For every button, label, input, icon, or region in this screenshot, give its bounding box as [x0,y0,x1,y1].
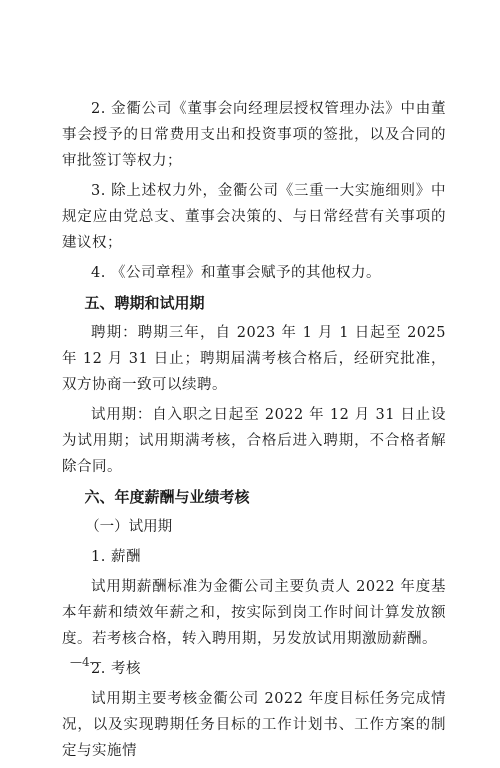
page-number: —4— [70,655,102,669]
item-heading-assessment: 2. 考核 [91,661,141,677]
section-heading-term: 五、聘期和试用期 [84,294,205,312]
paragraph-assessment: 试用期主要考核金衢公司 2022 年度目标任务完成情况，以及实现聘期任务目标的工作计划书、工作方案的制定与实施情 [62,691,446,759]
section-heading-compensation: 六、年度薪酬与业绩考核 [84,488,250,506]
paragraph-probation: 试用期：自入职之日起至 2022 年 12 月 31 日止设为试用期；试用期满考核，合格后进入聘期，不合格者解除合同。 [62,407,446,475]
item-heading-salary: 1. 薪酬 [91,549,141,565]
paragraph-authority-3: 3. 除上述权力外，金衢公司《三重一大实施细则》中规定应由党总支、董事会决策的、与日常经营有关事项的建议权； [62,183,446,251]
paragraph-term: 聘期：聘期三年，自 2023 年 1 月 1 日起至 2025 年 12 月 31 日止；聘期届满考核合格后，经研究批准，双方协商一致可以续聘。 [62,325,446,393]
subsection-heading-probation: （一）试用期 [85,519,173,535]
paragraph-authority-4: 4. 《公司章程》和董事会赋予的其他权力。 [91,265,381,281]
document-body [62,96,446,768]
paragraph-salary: 试用期薪酬标准为金衢公司主要负责人 2022 年度基本年薪和绩效年薪之和，按实际到岗工作时间计算发放额度。若考核合格，转入聘用期，另发放试用期激励薪酬。 [62,579,446,647]
paragraph-authority-2: 2. 金衢公司《董事会向经理层授权管理办法》中由董事会授予的日常费用支出和投资事项的签批，以及合同的审批签订等权力； [62,101,446,169]
